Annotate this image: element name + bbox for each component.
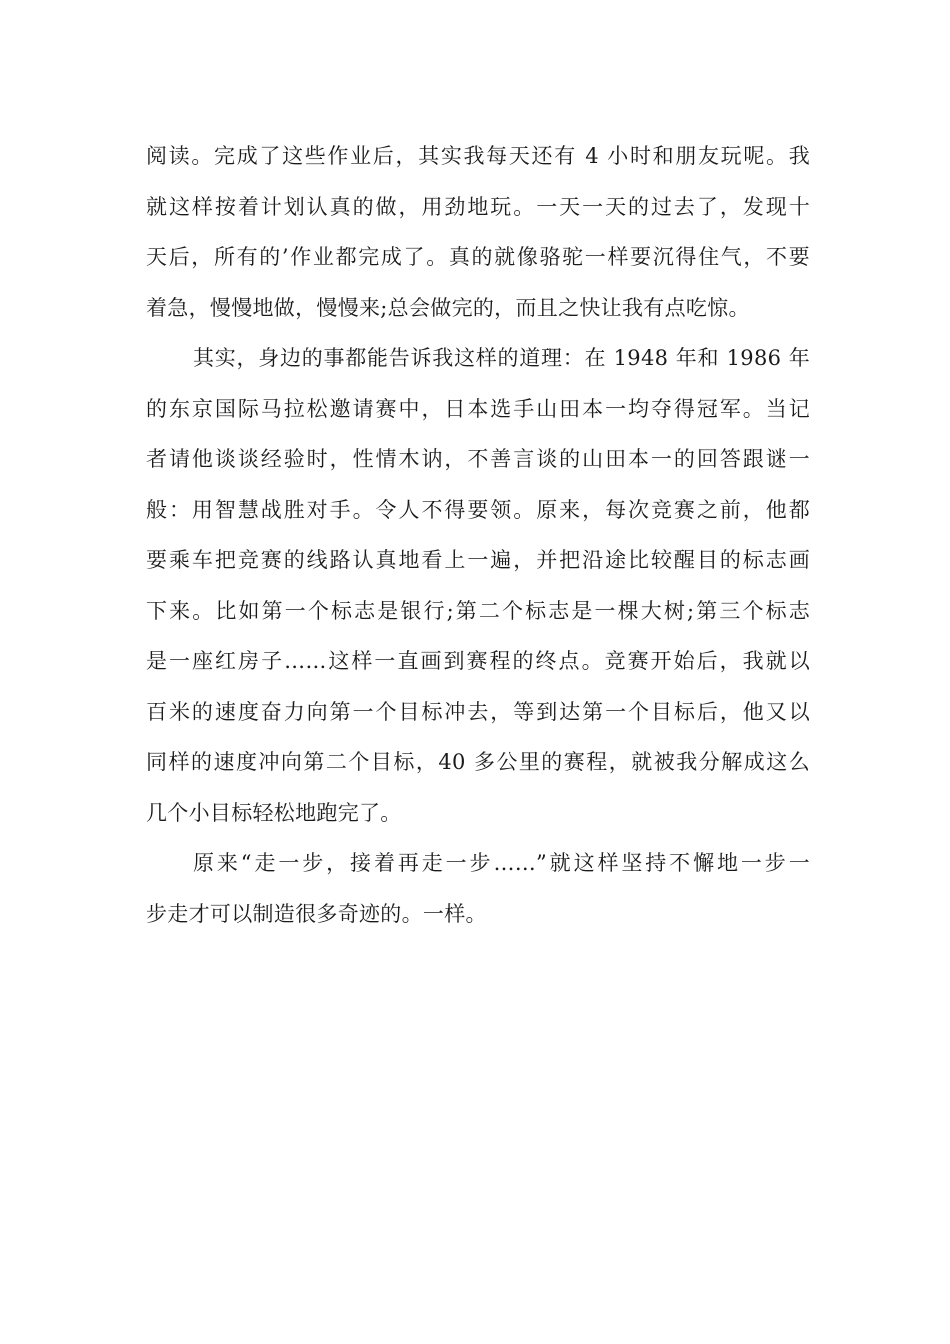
paragraph (146, 838, 810, 939)
text-line: 就这样按着计划认真的做，用劲地玩。一天一天的过去了，发现十 (146, 194, 810, 219)
paragraph (146, 333, 810, 838)
text-line: 天后，所有的’作业都完成了。真的就像骆驼一样要沉得住气，不要 (146, 245, 810, 269)
document-body (146, 131, 810, 939)
text-line: 其实，身边的事都能告诉我这样的道理：在 1948 年和 1986 年 (193, 346, 810, 370)
text-line: 要乘车把竞赛的线路认真地看上一遍，并把沿途比较醒目的标志画 (146, 548, 810, 572)
text-line: 是一座红房子……这样一直画到赛程的终点。竞赛开始后，我就以 (146, 649, 810, 673)
text-line: 同样的速度冲向第二个目标，40 多公里的赛程，就被我分解成这么 (146, 750, 810, 774)
text-line: 几个小目标轻松地跑完了。 (146, 800, 402, 825)
paragraph (146, 131, 810, 333)
text-line: 着急，慢慢地做，慢慢来;总会做完的，而且之快让我有点吃惊。 (146, 295, 750, 320)
text-line: 步走才可以制造很多奇迹的。一样。 (146, 901, 487, 926)
text-line: 般：用智慧战胜对手。令人不得要领。原来，每次竞赛之前，他都 (146, 497, 810, 522)
text-line: 原来“走一步，接着再走一步……”就这样坚持不懈地一步一 (193, 851, 810, 875)
text-line: 的东京国际马拉松邀请赛中，日本选手山田本一均夺得冠军。当记 (146, 396, 810, 421)
text-line: 百米的速度奋力向第一个目标冲去，等到达第一个目标后，他又以 (146, 699, 810, 724)
text-line: 者请他谈谈经验时，性情木讷，不善言谈的山田本一的回答跟谜一 (146, 447, 810, 471)
text-line: 阅读。完成了这些作业后，其实我每天还有 4 小时和朋友玩呢。我 (146, 144, 810, 168)
text-line: 下来。比如第一个标志是银行;第二个标志是一棵大树;第三个标志 (146, 598, 810, 623)
